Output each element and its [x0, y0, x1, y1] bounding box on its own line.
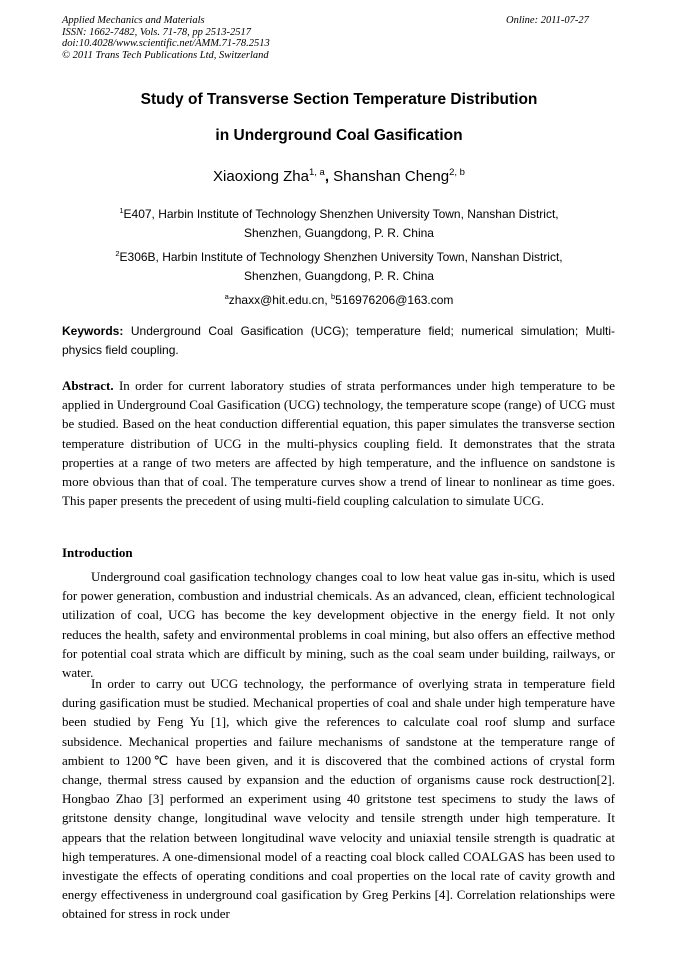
affiliation-line: Shenzhen, Guangdong, P. R. China [244, 269, 434, 283]
author-affiliation-marker: 1, a [308, 167, 325, 178]
journal-header [62, 15, 270, 61]
online-date: Online: 2011-07-27 [506, 15, 589, 26]
intro-paragraph: Underground coal gasification technology changes coal to low heat value gas in-situ, which is used for power generation, combustion and industrial chemicals. As an advanced, clean, efficient technological utilization of coal, UCG has become the key development objective in the energy field. It not only reduces the health, safety and environmental problems in coal mining, but also offers an effective method for potential coal strata which are difficult by mining, such as the coal seam under building, railways, or water. [62, 569, 615, 681]
paper-title-line-2: in Underground Coal Gasification [215, 127, 463, 144]
paper-title-line-1: Study of Transverse Section Temperature Distribution [140, 91, 538, 108]
affiliation-line: E407, Harbin Institute of Technology Shenzhen University Town, Nanshan District, [123, 207, 559, 221]
keywords-section [62, 322, 615, 359]
author-name: Xiaoxiong Zha [213, 168, 309, 185]
author-list [0, 167, 678, 185]
affiliation-line: Shenzhen, Guangdong, P. R. China [244, 226, 434, 240]
email-marker: b [330, 292, 336, 301]
email-address[interactable]: zhaxx@hit.edu.cn [228, 293, 325, 307]
author-emails: $^a$zhaxx@hit.edu.cn, $^b$516976206@163.com [224, 292, 454, 307]
affiliation-marker: 1 [119, 206, 124, 215]
author-affiliation-marker: 2, b [449, 167, 465, 178]
intro-paragraph: In order to carry out UCG technology, the performance of overlying strata in temperature field during gasification must be studied. Mechanical properties of coal and shale under high temperature have been studied by Feng Yu [1], which give the references to calculate coal roof slump and surface subsidence. Mechanical properties and failure mechanisms of sandstone at the temperature range of ambient to 1200℃ have been given, and it is discovered that the combined actions of crystal form change, thermal stress caused by expansion and the eduction of organisms cause rock destruction[2]. Hongbao Zhao [3] performed an experiment using 40 gritstone test specimens to study the laws of gritstone density change, longitudinal wave velocity and tensile strength under high temperature. It appears that the relation between longitudinal wave velocity and uniaxial tensile strength is quadratic at high temperatures. A one-dimensional model of a reacting coal block called COALGAS has been used to investigate the effects of operating conditions and coal properties on the local rate of cavity growth and energy effectiveness in underground coal gasification by Greg Perkins [4]. Correlation relationships were obtained for stress in rock under [62, 676, 615, 922]
abstract-label: Abstract. [62, 378, 114, 393]
copyright-line: © 2011 Trans Tech Publications Ltd, Switzerland [62, 49, 269, 61]
email-address[interactable]: 516976206@163.com [335, 293, 454, 307]
abstract-section [62, 376, 615, 510]
abstract-text: In order for current laboratory studies of strata performances under high temperature to be applied in Underground Coal Gasification (UCG) technology, the temperature scope (range) of UCG must be studied. Based on the heat conduction differential equation, this paper simulates the transverse section temperature distribution of UCG in the multi-physics coupling field. It demonstrates that the strata properties at a range of two meters are affected by high temperature, and the influence on sandstone is more obvious than that of coal. The temperature curves show a trend of linear to nonlinear as time goes. This paper presents the precedent of using multi-field coupling calculation to simulate UCG. [62, 378, 615, 509]
author-name: Shanshan Cheng [333, 168, 450, 185]
doi-line: doi:10.4028/www.scientific.net/AMM.71-78.2513 [62, 38, 270, 49]
affiliation-line: E306B, Harbin Institute of Technology Shenzhen University Town, Nanshan District, [119, 250, 563, 264]
author-separator: , [324, 168, 334, 185]
affiliation-marker: 2 [115, 249, 120, 258]
issn-line: ISSN: 1662-7482, Vols. 71-78, pp 2513-2517 [62, 26, 251, 38]
section-heading-introduction: Introduction [62, 545, 133, 560]
email-marker: a [224, 292, 229, 301]
affiliation-2 [0, 244, 678, 286]
keywords-text: Underground Coal Gasification (UCG); temperature field; numerical simulation; Multi-physics field coupling. [62, 324, 615, 357]
journal-name: Applied Mechanics and Materials [62, 15, 205, 26]
keywords-label: Keywords: [62, 324, 124, 338]
affiliation-1 [0, 201, 678, 243]
